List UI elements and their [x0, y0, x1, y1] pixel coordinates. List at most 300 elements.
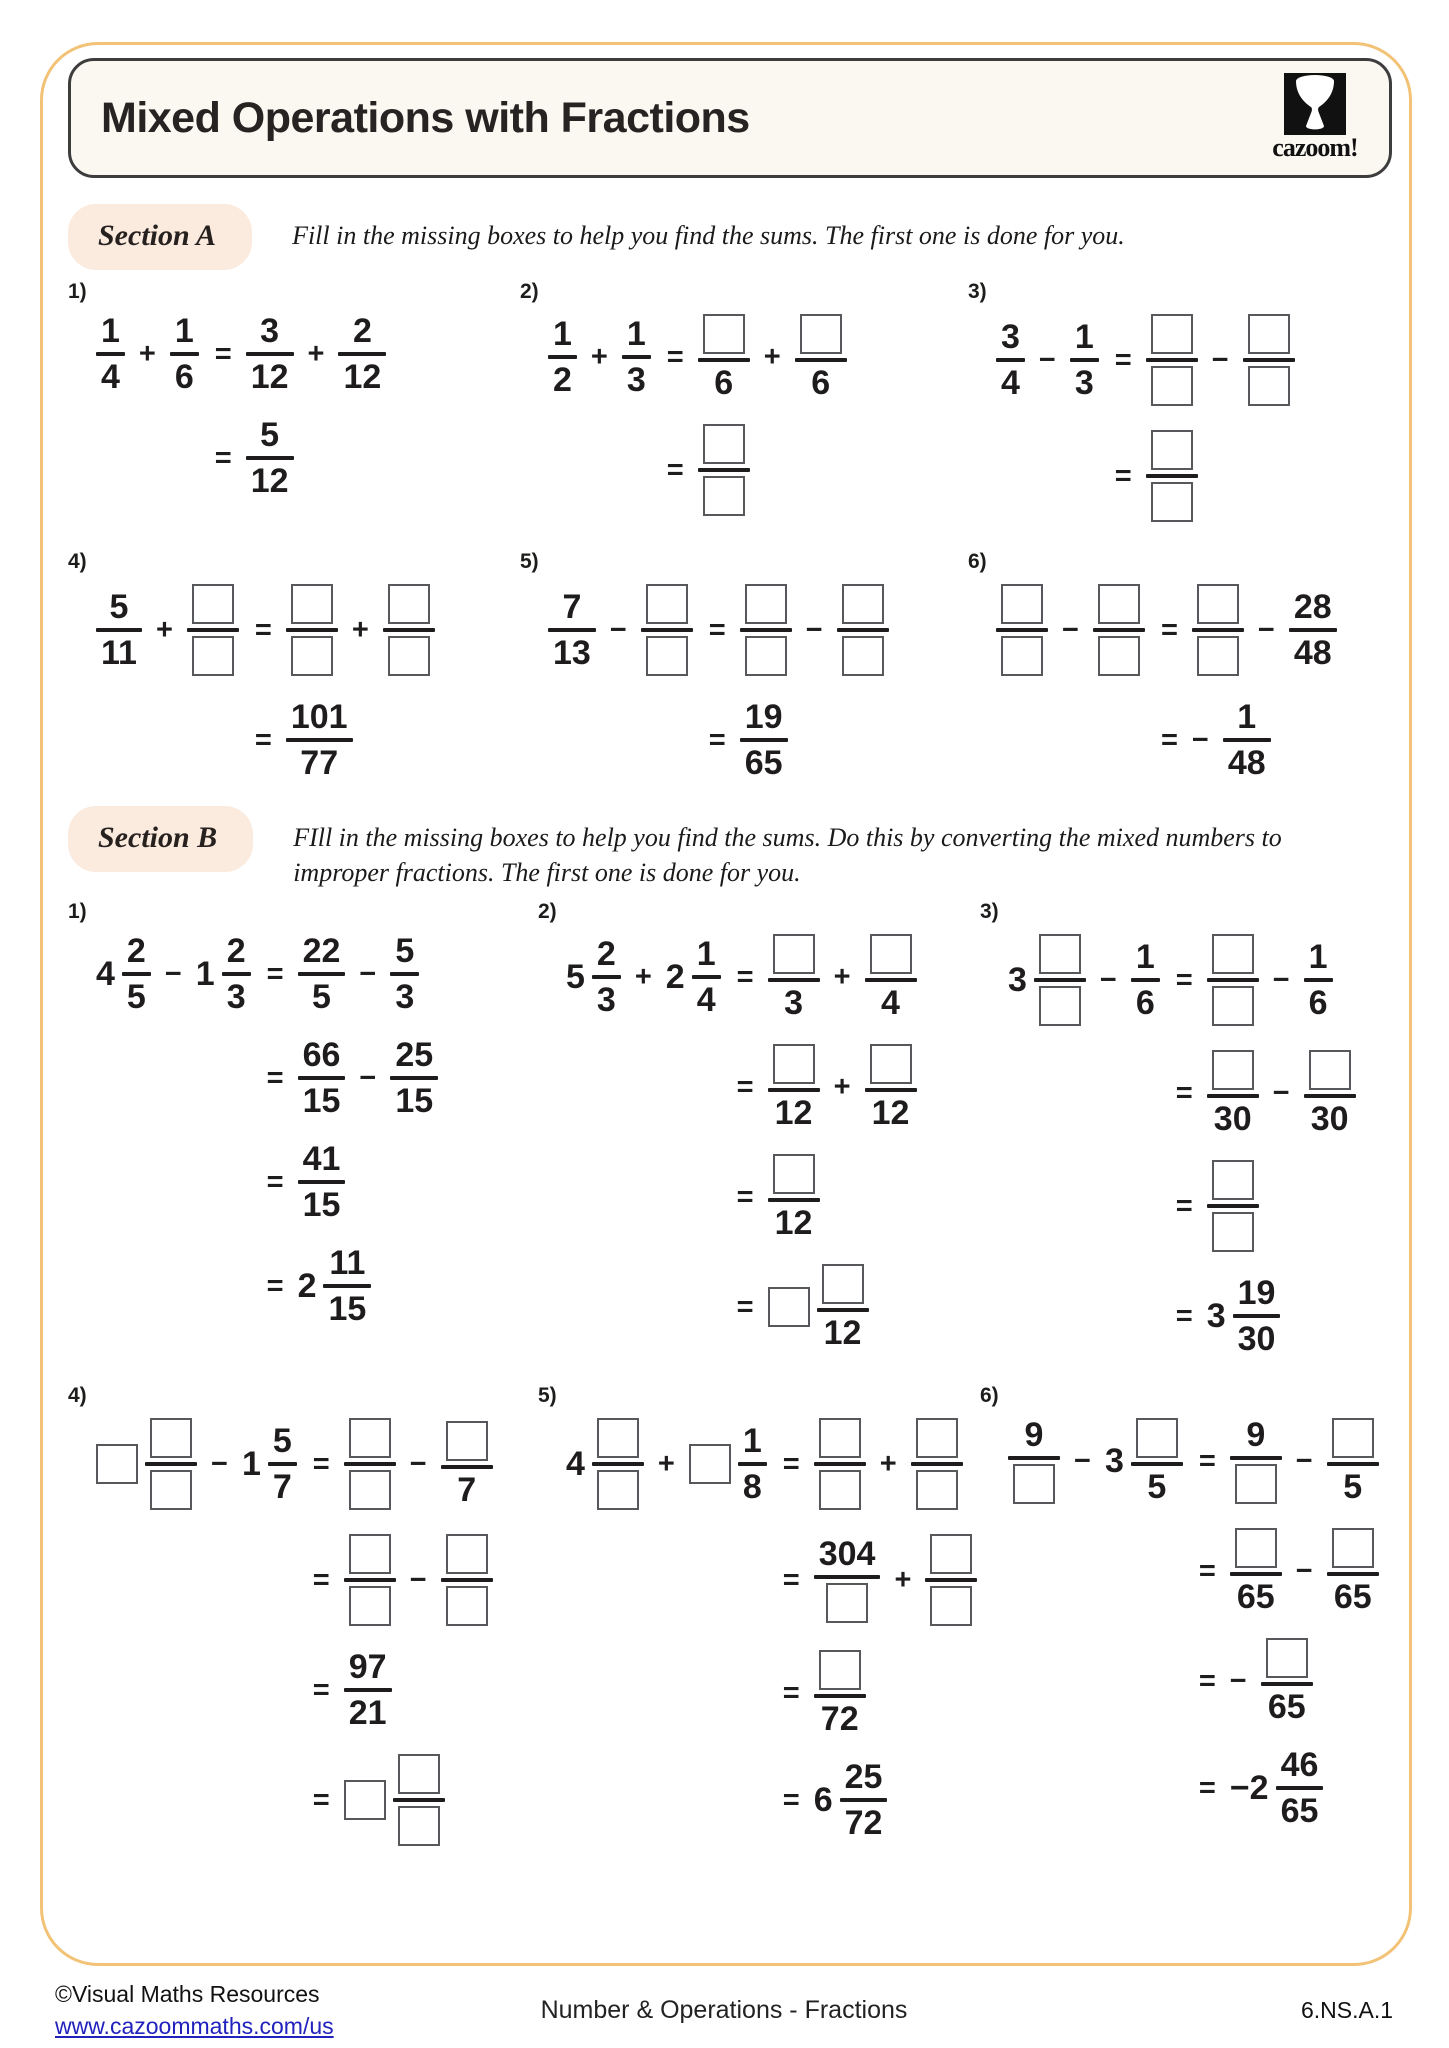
- answer-box[interactable]: [768, 1287, 810, 1327]
- answer-box[interactable]: [1001, 584, 1043, 624]
- fraction-numerator: [837, 584, 889, 624]
- mixed-number: [768, 1264, 869, 1353]
- number-value: 2: [553, 361, 572, 399]
- fraction-numerator: [738, 1422, 767, 1461]
- section-instructions: FIll in the missing boxes to help you find the sums. Do this by converting the mixed numbers to improper fractions. The first one is done for you.: [293, 823, 1282, 888]
- answer-box[interactable]: [192, 584, 234, 624]
- fraction-bar: [1192, 628, 1244, 632]
- answer-box[interactable]: [1039, 934, 1081, 974]
- fraction-denominator: [393, 1806, 445, 1846]
- fraction-numerator: [268, 1422, 297, 1461]
- fraction: [817, 1264, 869, 1353]
- equation-right-side: [1230, 1528, 1379, 1617]
- fraction-numerator: [814, 1418, 866, 1458]
- equation-right-side: [297, 1244, 372, 1329]
- equation-right-side: [1229, 1746, 1324, 1831]
- answer-box[interactable]: [388, 584, 430, 624]
- section-label: Section B: [68, 806, 253, 872]
- equation-left-side: [311, 1563, 330, 1596]
- answer-box[interactable]: [291, 584, 333, 624]
- fraction-bar: [1008, 1456, 1060, 1460]
- problem-number: 3): [968, 280, 987, 303]
- fraction-denominator: [1306, 1100, 1354, 1139]
- website-link[interactable]: www.cazoommaths.com/us: [55, 2013, 334, 2040]
- fraction-denominator: [222, 978, 251, 1017]
- answer-box[interactable]: [1212, 986, 1254, 1026]
- answer-box[interactable]: [689, 1444, 731, 1484]
- fraction-bar: [592, 1462, 644, 1466]
- fraction-denominator: [1008, 1464, 1060, 1504]
- number-value: 25: [395, 1036, 434, 1075]
- fraction-denominator: [996, 636, 1048, 676]
- fraction-numerator: [96, 314, 125, 348]
- answer-box[interactable]: [930, 1534, 972, 1574]
- number-value: 97: [348, 1648, 387, 1687]
- number-value: 3: [626, 361, 646, 399]
- answer-box[interactable]: [597, 1470, 639, 1510]
- section-header: [68, 204, 1392, 270]
- number-value: 7: [562, 588, 582, 626]
- answer-box[interactable]: [349, 1470, 391, 1510]
- problem-number: 5): [520, 550, 539, 573]
- answer-box[interactable]: [1098, 584, 1140, 624]
- fraction-numerator: [768, 1154, 820, 1194]
- operator: +: [155, 613, 173, 646]
- fraction-numerator: [1304, 938, 1333, 977]
- fraction: [286, 584, 338, 676]
- answer-box[interactable]: [597, 1418, 639, 1458]
- fraction: [865, 1044, 917, 1133]
- fraction-denominator: [911, 1470, 963, 1510]
- drum-icon: [1284, 73, 1346, 135]
- number-value: 72: [844, 1804, 883, 1843]
- problem: [68, 280, 520, 522]
- fraction-bar: [222, 972, 251, 976]
- answer-box[interactable]: [1001, 636, 1043, 676]
- fraction-denominator: [806, 366, 835, 400]
- problem: [968, 550, 1392, 780]
- fraction-numerator: [1327, 1418, 1379, 1458]
- operator: −: [1229, 1664, 1247, 1697]
- equation-right-side: [1192, 700, 1271, 780]
- number-value: 1: [195, 955, 215, 994]
- worksheet-content: [68, 58, 1392, 1846]
- equals-sign: =: [1175, 1299, 1193, 1332]
- fraction-denominator: [1070, 366, 1099, 400]
- answer-box[interactable]: [703, 424, 745, 464]
- operator: −: [1272, 963, 1290, 996]
- answer-box[interactable]: [1151, 482, 1193, 522]
- fraction-bar: [996, 628, 1048, 632]
- answer-box[interactable]: [646, 584, 688, 624]
- fraction-denominator: [441, 1586, 493, 1626]
- fraction-bar: [1223, 738, 1271, 742]
- answer-box[interactable]: [842, 584, 884, 624]
- operator: +: [590, 340, 608, 373]
- fraction-denominator: [295, 746, 343, 780]
- problem-number: 3): [980, 900, 999, 924]
- answer-box[interactable]: [773, 1044, 815, 1084]
- number-value: 48: [1227, 744, 1266, 782]
- fraction-denominator: [867, 1094, 915, 1133]
- fraction-denominator: [1232, 1578, 1280, 1617]
- fraction-numerator: [795, 314, 847, 354]
- answer-box[interactable]: [1235, 1464, 1277, 1504]
- fraction: [738, 1422, 767, 1507]
- answer-box[interactable]: [819, 1650, 861, 1690]
- fraction-numerator: [1230, 1528, 1282, 1568]
- answer-box[interactable]: [1332, 1418, 1374, 1458]
- equation-steps: [548, 584, 968, 780]
- fraction-denominator: [1093, 636, 1145, 676]
- equation-left-side: [781, 1563, 800, 1596]
- fraction-denominator: [738, 1468, 767, 1507]
- equation-right-side: [1206, 1274, 1281, 1359]
- answer-box[interactable]: [1235, 1528, 1277, 1568]
- fraction-numerator: [145, 1418, 197, 1458]
- fraction-numerator: [814, 1535, 881, 1574]
- operator: −: [409, 1447, 427, 1480]
- section-instructions: Fill in the missing boxes to help you find the sums. The first one is done for you.: [292, 221, 1125, 250]
- equation-left-side: [1197, 1771, 1216, 1804]
- fraction: [246, 418, 294, 498]
- answer-box[interactable]: [1098, 636, 1140, 676]
- fraction-numerator: [1243, 314, 1295, 354]
- number-value: 12: [774, 1204, 813, 1243]
- answer-box[interactable]: [1013, 1464, 1055, 1504]
- fraction-bar: [393, 1798, 445, 1802]
- fraction-numerator: [1131, 1418, 1183, 1458]
- equation-left-side: [1008, 934, 1193, 1026]
- fraction-denominator: [1192, 636, 1244, 676]
- fraction-denominator: [814, 1470, 866, 1510]
- number-value: 1: [101, 312, 120, 350]
- problem-number: 1): [68, 900, 87, 924]
- fraction-bar: [390, 1076, 438, 1080]
- fraction-denominator: [779, 984, 808, 1023]
- equation-left-side: [265, 1061, 284, 1094]
- answer-box[interactable]: [150, 1418, 192, 1458]
- answer-box[interactable]: [192, 636, 234, 676]
- fraction-denominator: [1131, 984, 1160, 1023]
- equation-right-side: [740, 584, 889, 676]
- operator: −: [1099, 963, 1117, 996]
- answer-box[interactable]: [96, 1444, 138, 1484]
- equals-sign: =: [1198, 1554, 1216, 1587]
- fraction: [1327, 1418, 1379, 1507]
- fraction-denominator: [770, 1204, 818, 1243]
- number-value: 22: [302, 932, 341, 971]
- equation-steps: [96, 584, 520, 780]
- answer-box[interactable]: [1332, 1528, 1374, 1568]
- fraction-denominator: [1034, 986, 1086, 1026]
- equation-left-side: [1113, 459, 1132, 492]
- answer-box[interactable]: [446, 1421, 488, 1461]
- answer-box[interactable]: [1197, 636, 1239, 676]
- number-value: 15: [302, 1186, 341, 1225]
- fraction-bar: [817, 1308, 869, 1312]
- fraction: [840, 1758, 888, 1843]
- fraction: [1070, 320, 1099, 400]
- mixed-number: [665, 935, 721, 1020]
- fraction-denominator: [1230, 1464, 1282, 1504]
- fraction-numerator: [996, 584, 1048, 624]
- answer-box[interactable]: [1151, 366, 1193, 406]
- fraction-bar: [692, 975, 721, 979]
- equation-right-side: [698, 424, 750, 516]
- number-value: 6: [714, 364, 734, 402]
- number-value: 1: [1308, 938, 1328, 977]
- answer-box[interactable]: [842, 636, 884, 676]
- operator: −: [164, 957, 182, 990]
- fraction-numerator: [698, 424, 750, 464]
- equals-sign: =: [214, 441, 232, 474]
- answer-box[interactable]: [150, 1470, 192, 1510]
- answer-box[interactable]: [1212, 1212, 1254, 1252]
- fraction-numerator: [592, 1418, 644, 1458]
- answer-box[interactable]: [349, 1534, 391, 1574]
- footer: [55, 1978, 1393, 2042]
- fraction-denominator: [452, 1471, 481, 1510]
- number-value: 30: [1310, 1100, 1349, 1139]
- operator: −: [359, 957, 377, 990]
- answer-box[interactable]: [446, 1586, 488, 1626]
- answer-box[interactable]: [349, 1586, 391, 1626]
- fraction: [740, 584, 792, 676]
- answer-box[interactable]: [398, 1754, 440, 1794]
- fraction-numerator: [1146, 314, 1198, 354]
- answer-box[interactable]: [291, 636, 333, 676]
- problem: [538, 900, 980, 1356]
- answer-box[interactable]: [822, 1264, 864, 1304]
- equals-sign: =: [708, 723, 726, 756]
- equation-left-side: [265, 1269, 284, 1302]
- answer-box[interactable]: [916, 1470, 958, 1510]
- answer-box[interactable]: [1266, 1638, 1308, 1678]
- fraction-denominator: [122, 978, 151, 1017]
- title-box: [68, 58, 1392, 178]
- fraction-numerator: [911, 1418, 963, 1458]
- fraction-bar: [187, 628, 239, 632]
- fraction-bar: [911, 1462, 963, 1466]
- number-value: 2: [297, 1267, 317, 1306]
- fraction: [641, 584, 693, 676]
- fraction-denominator: [323, 1290, 371, 1329]
- equation-left-side: [311, 1783, 330, 1816]
- answer-box[interactable]: [1151, 430, 1193, 470]
- equals-sign: =: [1198, 1444, 1216, 1477]
- equation-left-side: [1174, 1299, 1193, 1332]
- answer-box[interactable]: [826, 1583, 868, 1623]
- problem: [538, 1384, 980, 1846]
- fraction: [383, 584, 435, 676]
- answer-box[interactable]: [800, 314, 842, 354]
- operator: +: [657, 1447, 675, 1480]
- equals-sign: =: [1175, 1076, 1193, 1109]
- equation-left-side: [1159, 723, 1178, 756]
- fraction-bar: [122, 972, 151, 976]
- equation-left-side: [665, 453, 684, 486]
- fraction-denominator: [390, 978, 419, 1017]
- problem: [980, 1384, 1392, 1846]
- equation-right-side: [286, 700, 353, 780]
- equation-right-side: [768, 1044, 917, 1133]
- answer-box[interactable]: [1309, 1050, 1351, 1090]
- answer-box[interactable]: [1151, 314, 1193, 354]
- number-value: 30: [1237, 1320, 1276, 1359]
- number-value: 3: [1001, 318, 1020, 356]
- answer-box[interactable]: [870, 1044, 912, 1084]
- number-value: 9: [1246, 1416, 1266, 1455]
- equals-sign: =: [1160, 723, 1178, 756]
- equals-sign: =: [1198, 1664, 1216, 1697]
- section-header: [68, 806, 1392, 890]
- mixed-number: [96, 1418, 197, 1510]
- answer-box[interactable]: [1212, 1160, 1254, 1200]
- fraction: [698, 424, 750, 516]
- fraction: [592, 935, 621, 1020]
- number-value: 65: [1280, 1792, 1319, 1831]
- number-value: 5: [312, 978, 331, 1017]
- answer-box[interactable]: [1248, 366, 1290, 406]
- fraction: [1131, 1418, 1183, 1507]
- fraction-numerator: [865, 934, 917, 974]
- answer-box[interactable]: [349, 1418, 391, 1458]
- fraction-denominator: [298, 1186, 346, 1225]
- answer-box[interactable]: [388, 636, 430, 676]
- fraction: [96, 314, 125, 394]
- fraction-bar: [738, 1462, 767, 1466]
- equation-steps: [996, 584, 1392, 780]
- number-value: 2: [126, 932, 146, 971]
- fraction-bar: [1131, 1462, 1183, 1466]
- number-value: 12: [343, 358, 382, 396]
- answer-box[interactable]: [344, 1780, 386, 1820]
- fraction: [692, 935, 721, 1020]
- number-value: 15: [302, 1082, 341, 1121]
- fraction-bar: [1276, 1786, 1324, 1790]
- answer-box[interactable]: [1039, 986, 1081, 1026]
- fraction-numerator: [298, 932, 346, 971]
- answer-box[interactable]: [646, 636, 688, 676]
- fraction-numerator: [393, 1754, 445, 1794]
- answer-box[interactable]: [1136, 1418, 1178, 1458]
- answer-box[interactable]: [446, 1534, 488, 1574]
- fraction-bar: [1243, 358, 1295, 362]
- answer-box[interactable]: [1212, 1050, 1254, 1090]
- number-value: −2: [1229, 1769, 1269, 1808]
- number-value: 3: [260, 312, 280, 350]
- fraction: [96, 590, 142, 670]
- answer-box[interactable]: [930, 1586, 972, 1626]
- fraction-denominator: [548, 363, 577, 397]
- equation-right-side: [740, 700, 788, 780]
- operator: +: [833, 960, 851, 993]
- answer-box[interactable]: [870, 934, 912, 974]
- fraction: [548, 590, 596, 670]
- operator: +: [763, 340, 781, 373]
- answer-box[interactable]: [773, 934, 815, 974]
- operator: −: [359, 1061, 377, 1094]
- fraction-numerator: [1131, 938, 1160, 977]
- fraction-denominator: [390, 1082, 438, 1121]
- equation-right-side: [814, 1650, 866, 1739]
- equation-left-side: [96, 314, 232, 394]
- equation-right-side: [1146, 430, 1198, 522]
- fraction: [390, 932, 419, 1017]
- equals-sign: =: [666, 340, 684, 373]
- answer-box[interactable]: [703, 314, 745, 354]
- answer-box[interactable]: [773, 1154, 815, 1194]
- answer-box[interactable]: [745, 584, 787, 624]
- number-value: 65: [1333, 1578, 1372, 1617]
- answer-box[interactable]: [819, 1470, 861, 1510]
- equation-right-side: [1207, 1160, 1259, 1252]
- answer-box[interactable]: [398, 1806, 440, 1846]
- answer-box[interactable]: [745, 636, 787, 676]
- fraction-numerator: [222, 932, 251, 971]
- fraction-bar: [1304, 978, 1333, 982]
- problem-number: 2): [538, 900, 557, 924]
- number-value: 6: [813, 1781, 833, 1820]
- fraction: [323, 1244, 371, 1329]
- number-value: 65: [1236, 1578, 1275, 1617]
- fraction-bar: [1146, 358, 1198, 362]
- fraction: [1327, 1528, 1379, 1617]
- number-value: 1: [626, 315, 646, 353]
- fraction-bar: [840, 1798, 888, 1802]
- operator: −: [609, 613, 627, 646]
- fraction-numerator: [1304, 1050, 1356, 1090]
- operator: +: [833, 1070, 851, 1103]
- answer-box[interactable]: [819, 1418, 861, 1458]
- fraction-denominator: [1304, 984, 1333, 1023]
- problem: [520, 280, 968, 522]
- number-value: 21: [348, 1694, 387, 1733]
- fraction-denominator: [145, 1470, 197, 1510]
- number-value: 1: [696, 935, 716, 974]
- fraction: [1304, 938, 1333, 1023]
- number-value: 19: [744, 698, 783, 736]
- logo-text: cazoom!: [1272, 133, 1358, 162]
- equation-right-side: [298, 1036, 439, 1121]
- problem: [968, 280, 1392, 522]
- fraction: [1233, 1274, 1281, 1359]
- answer-box[interactable]: [1197, 584, 1239, 624]
- fraction: [1207, 1160, 1259, 1252]
- fraction: [298, 1036, 346, 1121]
- problem-row: [68, 1384, 1392, 1846]
- equation-left-side: [1174, 1076, 1193, 1109]
- fraction: [1146, 430, 1198, 522]
- operator: −: [1191, 723, 1209, 756]
- equals-sign: =: [1175, 963, 1193, 996]
- answer-box[interactable]: [1248, 314, 1290, 354]
- fraction-bar: [1304, 1094, 1356, 1098]
- equation-left-side: [781, 1676, 800, 1709]
- answer-box[interactable]: [1212, 934, 1254, 974]
- problem: [68, 550, 520, 780]
- fraction: [390, 1036, 438, 1121]
- fraction-numerator: [348, 314, 377, 348]
- equals-sign: =: [312, 1783, 330, 1816]
- fraction-bar: [592, 975, 621, 979]
- fraction: [298, 1140, 346, 1225]
- fraction: [1230, 1528, 1282, 1617]
- answer-box[interactable]: [916, 1418, 958, 1458]
- fraction-bar: [1233, 1314, 1281, 1318]
- answer-box[interactable]: [703, 476, 745, 516]
